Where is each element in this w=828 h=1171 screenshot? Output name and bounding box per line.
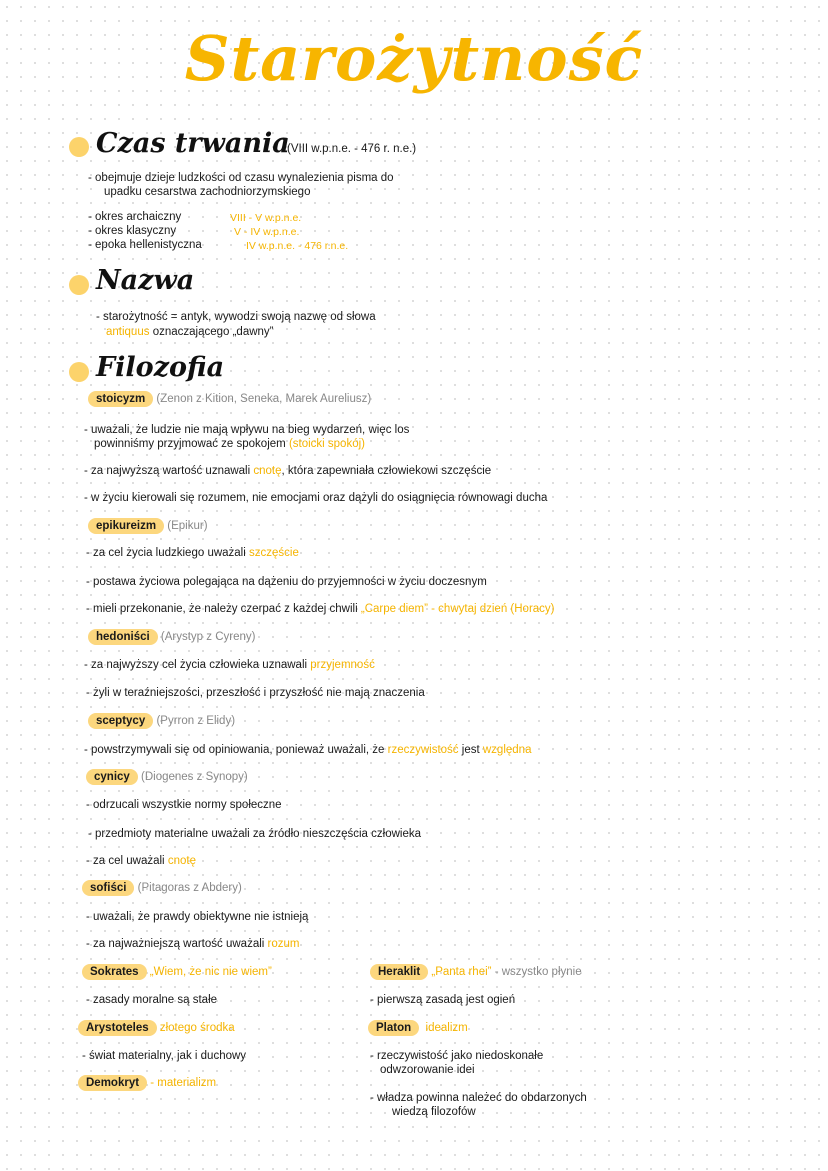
school-header <box>88 630 255 644</box>
list-item <box>106 325 274 339</box>
period-label: - epoka hellenistyczna <box>88 239 202 251</box>
school-authors: (Pyrron z Elidy) <box>156 715 236 727</box>
list-item: - uważali, że ludzie nie mają wpływu na bieg wydarzeń, więc los <box>84 424 410 436</box>
school-header <box>88 714 235 728</box>
period-dates: IV w.p.n.e. - 476 r.n.e. <box>246 240 349 252</box>
highlight: cnotę <box>167 855 196 867</box>
text: - za najwyższą wartość uznawali <box>84 465 251 477</box>
list-item: - obejmuje dzieje ludzkości od czasu wynalezienia pisma do <box>88 172 394 184</box>
bullet-dot-icon <box>69 362 89 382</box>
section-heading-czas: Czas trwania <box>96 128 290 159</box>
school-header <box>82 881 242 895</box>
highlight: „Carpe diem” - chwytaj dzień (Horacy) <box>360 603 555 615</box>
list-item: - przedmioty materialne uważali za źródło nieszczęścia człowieka <box>88 828 421 840</box>
highlight: szczęście <box>249 547 299 559</box>
period-dates: V - IV w.p.n.e. <box>234 226 300 238</box>
school-authors: (Zenon z Kition, Seneka, Marek Aureliusz) <box>156 393 372 405</box>
list-item: - zasady moralne są stałe <box>86 994 218 1006</box>
philosopher-header <box>368 1021 468 1035</box>
list-item: - żyli w teraźniejszości, przeszłość i przyszłość nie mają znaczenia <box>86 687 425 699</box>
school-tag: sofiści <box>82 880 134 896</box>
bullet-dot-icon <box>69 137 89 157</box>
highlight: względna <box>482 744 532 756</box>
school-authors: (Epikur) <box>167 520 208 532</box>
highlight: rozum <box>267 938 300 950</box>
philosopher-header <box>370 965 582 979</box>
list-item: - rzeczywistość jako niedoskonałe <box>370 1050 544 1062</box>
highlight: antiquus <box>106 326 150 338</box>
school-header <box>88 519 208 533</box>
list-item <box>84 658 375 672</box>
list-item: - w życiu kierowali się rozumem, nie emocjami oraz dążyli do osiągnięcia równowagi ducha <box>84 492 548 504</box>
time-range: (VIII w.p.n.e. - 476 r. n.e.) <box>287 143 417 155</box>
list-item: - pierwszą zasadą jest ogień <box>370 994 516 1006</box>
philosopher-tag: Heraklit <box>370 964 428 980</box>
section-heading-nazwa: Nazwa <box>96 265 195 296</box>
philosopher-tag: Sokrates <box>82 964 147 980</box>
highlight: przyjemność <box>310 659 375 671</box>
quote: „Panta rhei” <box>431 966 492 978</box>
text: jest <box>461 744 480 756</box>
list-item: - świat materialny, jak i duchowy <box>82 1050 247 1062</box>
list-item: - postawa życiowa polegająca na dążeniu do przyjemności w życiu doczesnym <box>86 576 487 588</box>
list-item: - władza powinna należeć do obdarzonych <box>370 1092 587 1104</box>
text: - za cel życia ludzkiego uważali <box>86 547 246 559</box>
school-tag: stoicyzm <box>88 391 153 407</box>
list-item: wiedzą filozofów <box>392 1106 476 1118</box>
school-tag: cynicy <box>86 769 138 785</box>
school-header <box>88 392 371 406</box>
school-authors: (Pitagoras z Abdery) <box>137 882 242 894</box>
highlight: rzeczywistość <box>387 744 459 756</box>
text: - za najważniejszą wartość uważali <box>86 938 265 950</box>
page-title: Starożytność <box>184 22 644 95</box>
period-dates: VIII - V w.p.n.e. <box>230 212 302 224</box>
text: - powstrzymywali się od opiniowania, ponieważ uważali, że <box>84 744 385 756</box>
philosopher-header <box>78 1021 235 1035</box>
text: powinniśmy przyjmować ze spokojem <box>94 438 286 450</box>
highlight: (stoicki spokój) <box>288 438 365 450</box>
period-label: - okres klasyczny <box>88 225 177 237</box>
list-item <box>86 546 299 560</box>
philosopher-tag: Platon <box>368 1020 419 1036</box>
school-authors: (Arystyp z Cyreny) <box>160 631 256 643</box>
philosopher-tag: Demokryt <box>78 1075 147 1091</box>
list-item: odwzorowanie idei <box>380 1064 475 1076</box>
list-item <box>86 937 299 951</box>
period-item <box>88 210 181 224</box>
idea: idealizm <box>425 1022 468 1034</box>
school-tag: epikureizm <box>88 518 164 534</box>
list-item <box>94 437 365 451</box>
section-heading-filozofia: Filozofia <box>96 352 225 383</box>
period-label: - okres archaiczny <box>88 211 182 223</box>
highlight: cnotę <box>253 465 282 477</box>
list-item <box>86 602 555 616</box>
school-header <box>86 770 248 784</box>
list-item <box>84 464 491 478</box>
idea: - materializm <box>150 1077 217 1089</box>
quote: „Wiem, że nic nie wiem” <box>149 966 272 978</box>
list-item: - uważali, że prawdy obiektywne nie istnieją <box>86 911 309 923</box>
list-item: - odrzucali wszystkie normy społeczne <box>86 799 282 811</box>
idea: złotego środka <box>159 1022 235 1034</box>
list-item <box>84 743 531 757</box>
list-item: - starożytność = antyk, wywodzi swoją nazwę od słowa <box>96 311 376 323</box>
philosopher-header <box>78 1076 216 1090</box>
list-item <box>86 854 196 868</box>
text: oznaczającego „dawny” <box>152 326 274 338</box>
text: - za najwyższy cel życia człowieka uznawali <box>84 659 308 671</box>
school-authors: (Diogenes z Synopy) <box>141 771 248 783</box>
school-tag: hedoniści <box>88 629 158 645</box>
school-tag: sceptycy <box>88 713 153 729</box>
philosopher-tag: Arystoteles <box>78 1020 157 1036</box>
text: - mieli przekonanie, że należy czerpać z każdej chwili <box>86 603 358 615</box>
text: , która zapewniała człowiekowi szczęście <box>281 465 492 477</box>
philosopher-header <box>82 965 272 979</box>
bullet-dot-icon <box>69 275 89 295</box>
list-item: upadku cesarstwa zachodniorzymskiego <box>104 186 311 198</box>
text: - wszystko płynie <box>494 966 582 978</box>
text: - za cel uważali <box>86 855 165 867</box>
